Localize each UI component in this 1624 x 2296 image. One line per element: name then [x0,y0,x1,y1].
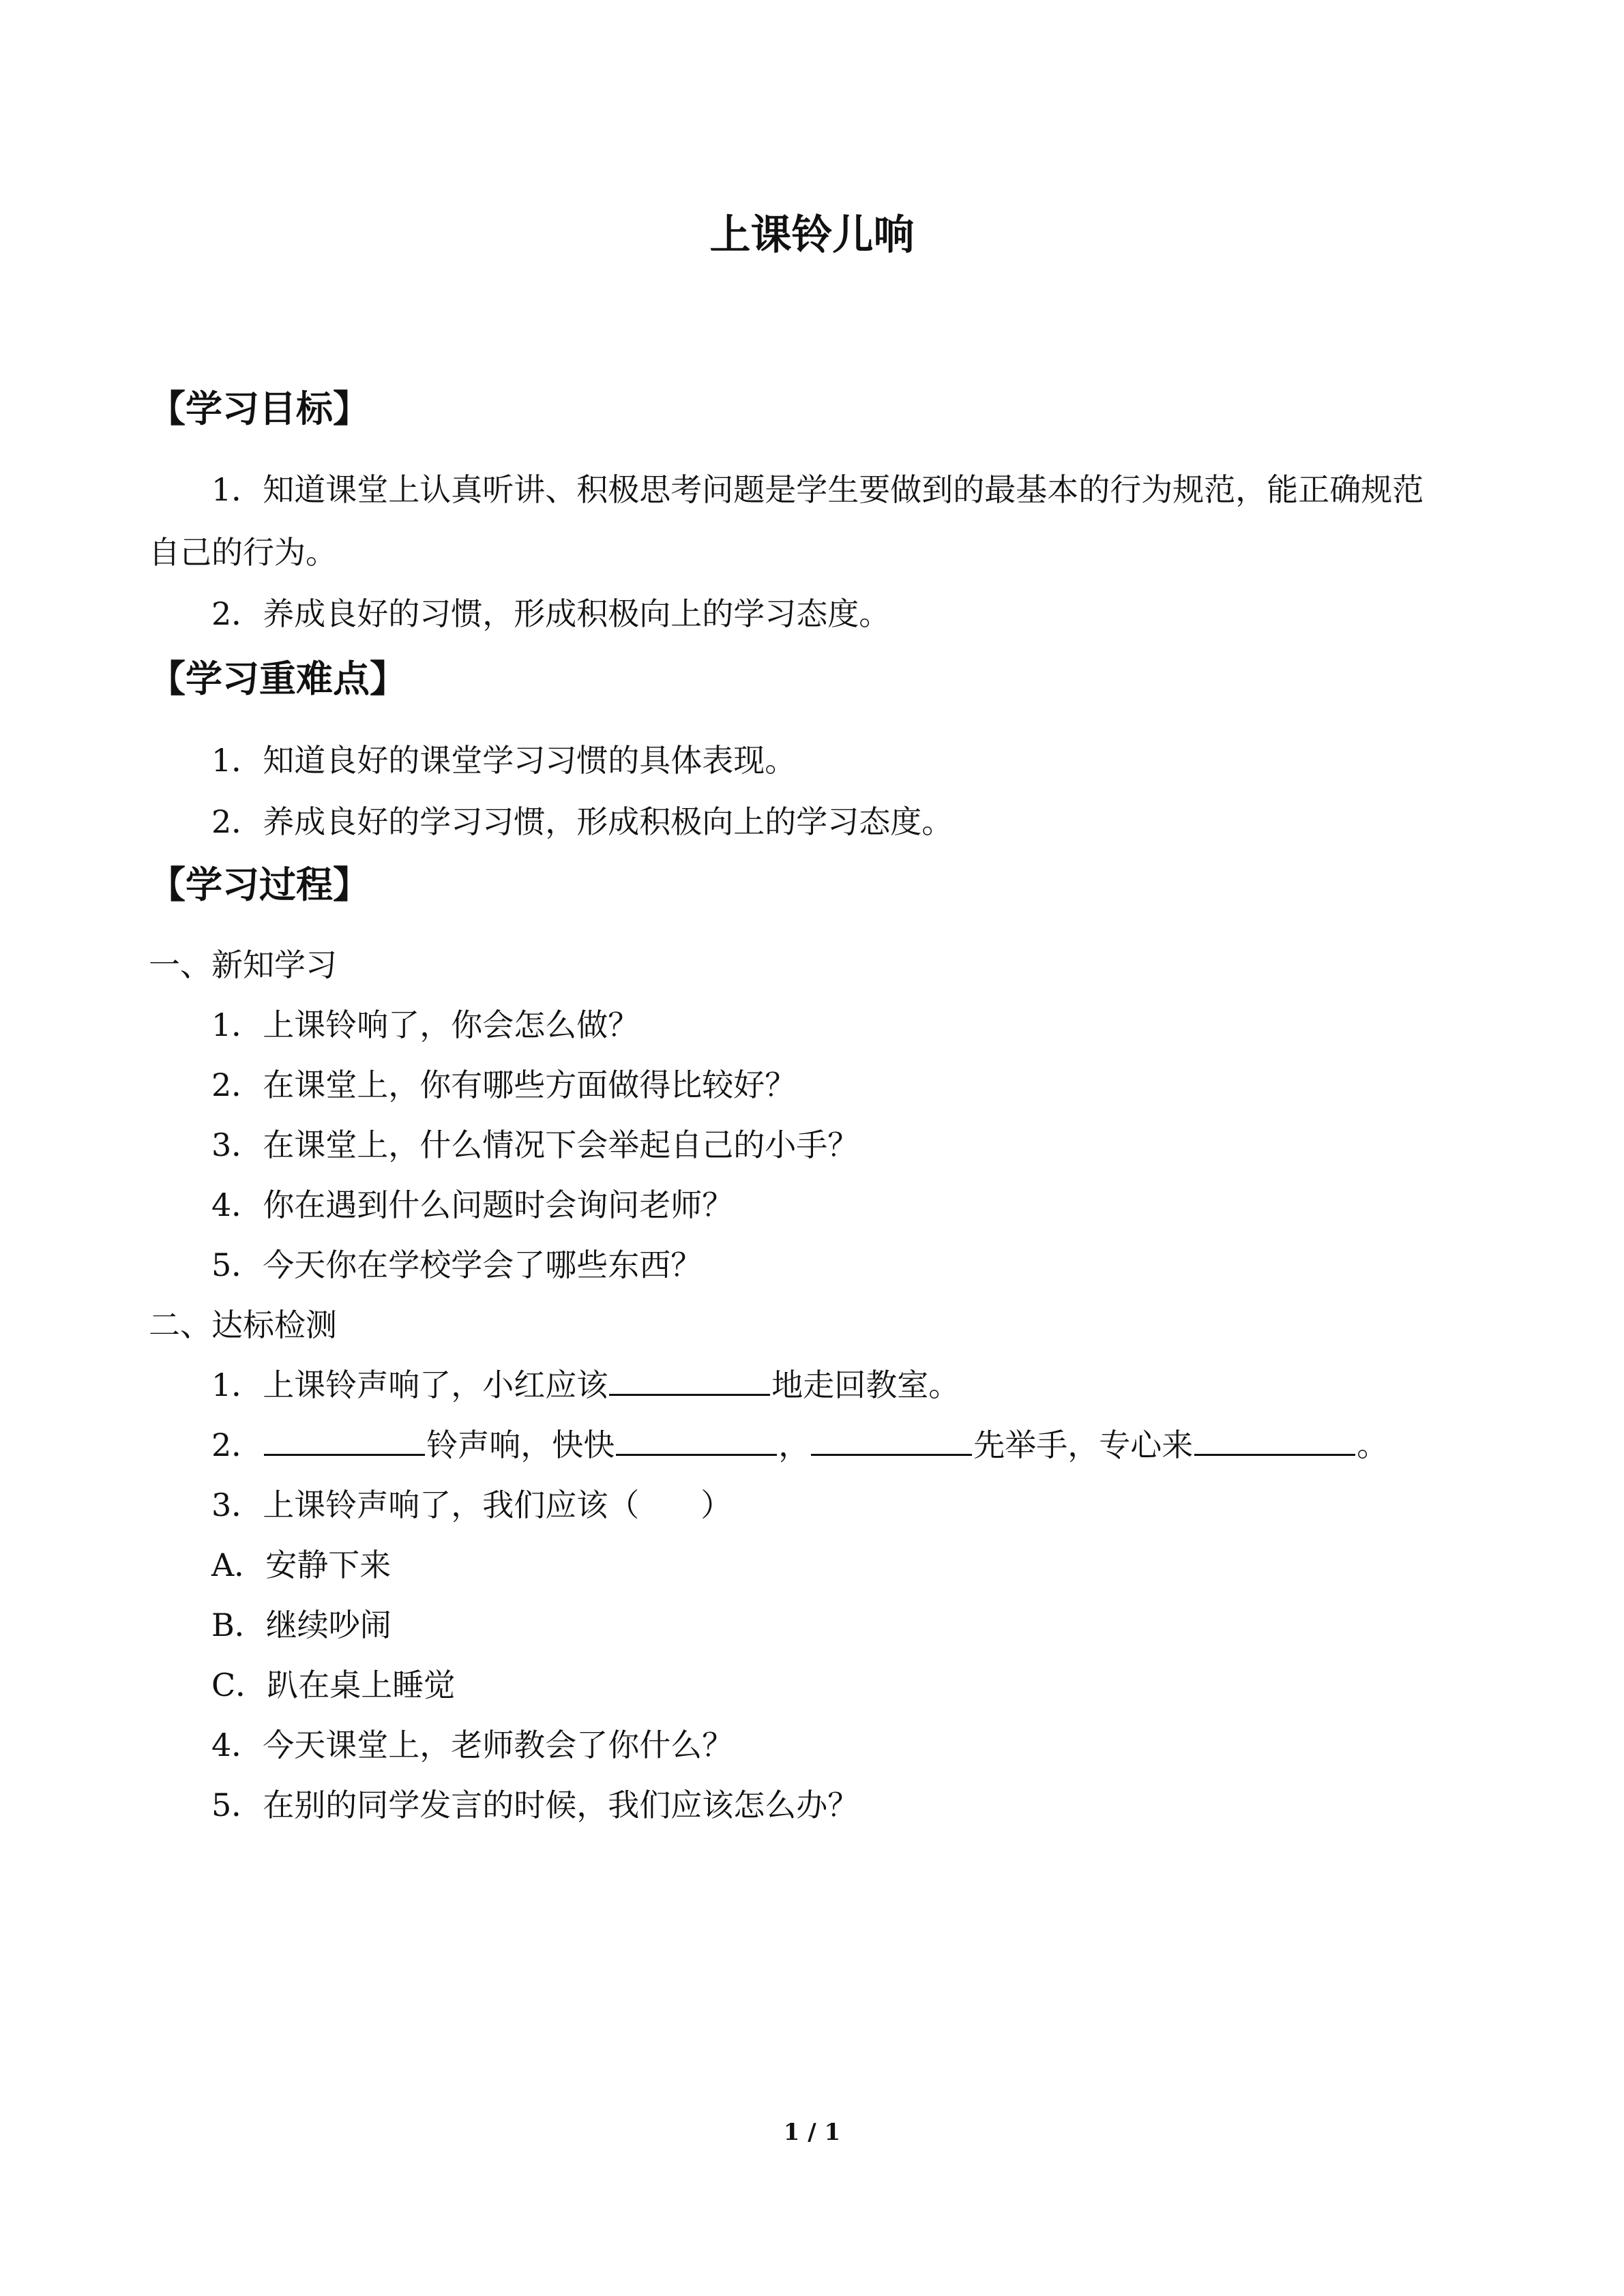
assessment-question-1 [211,1361,960,1409]
key-point-item-1: 1．知道良好的课堂学习习惯的具体表现。 [211,742,797,779]
new-knowledge-question-5: 5．今天你在学校学会了哪些东西？ [211,1247,703,1283]
assessment-q2-text-e: 。 [1357,1427,1389,1463]
new-knowledge-question-1: 1．上课铃响了，你会怎么做？ [211,1007,640,1043]
heading-learning-goals: 【学习目标】 [149,387,370,430]
assessment-question-2 [211,1421,1388,1469]
assessment-question-3 [211,1481,732,1529]
goal-item-1-line-1: 1．知道课堂上认真听讲、积极思考问题是学生要做到的最基本的行为规范，能正确规范 [211,471,1424,508]
page-number: 1 / 1 [783,2119,841,2146]
choice-option-a: A．安静下来 [211,1547,392,1583]
new-knowledge-question-4: 4．你在遇到什么问题时会询问老师？ [211,1187,734,1223]
assessment-q1-text-a: 1．上课铃声响了，小红应该 [211,1367,608,1403]
document-title: 上课铃儿响 [709,211,915,259]
heading-key-points: 【学习重难点】 [149,657,407,700]
part-assessment-label: 二、达标检测 [149,1307,337,1343]
choice-option-c: C．趴在桌上睡觉 [211,1667,456,1703]
fill-blank[interactable] [811,1424,972,1456]
key-point-item-2: 2．养成良好的学习习惯，形成积极向上的学习态度。 [211,803,954,840]
part-new-knowledge-label: 一、新知学习 [149,946,337,983]
assessment-q1-text-b: 地走回教室。 [771,1367,960,1403]
fill-blank[interactable] [1194,1424,1355,1456]
fill-blank[interactable] [264,1424,425,1456]
new-knowledge-question-2: 2．在课堂上，你有哪些方面做得比较好？ [211,1067,797,1103]
fill-blank[interactable] [616,1424,777,1456]
goal-item-1-line-2: 自己的行为。 [149,534,337,571]
fill-blank[interactable] [609,1364,770,1396]
assessment-q2-text-d: 先举手，专心来 [973,1427,1194,1463]
heading-learning-process: 【学习过程】 [149,863,370,906]
assessment-q3-text-a: 3．上课铃声响了，我们应该（ [211,1487,640,1523]
assessment-q3-text-b: ） [700,1487,733,1523]
choice-option-b: B．继续吵闹 [211,1607,392,1643]
new-knowledge-question-3: 3．在课堂上，什么情况下会举起自己的小手？ [211,1127,859,1163]
assessment-question-4: 4．今天课堂上，老师教会了你什么？ [211,1727,734,1763]
goal-item-2: 2．养成良好的习惯，形成积极向上的学习态度。 [211,595,891,632]
assessment-q2-text-a: 2． [211,1427,263,1463]
assessment-q2-text-b: 铃声响，快快 [426,1427,615,1463]
assessment-q2-text-c: ， [778,1427,810,1463]
assessment-question-5: 5．在别的同学发言的时候，我们应该怎么办？ [211,1787,859,1823]
